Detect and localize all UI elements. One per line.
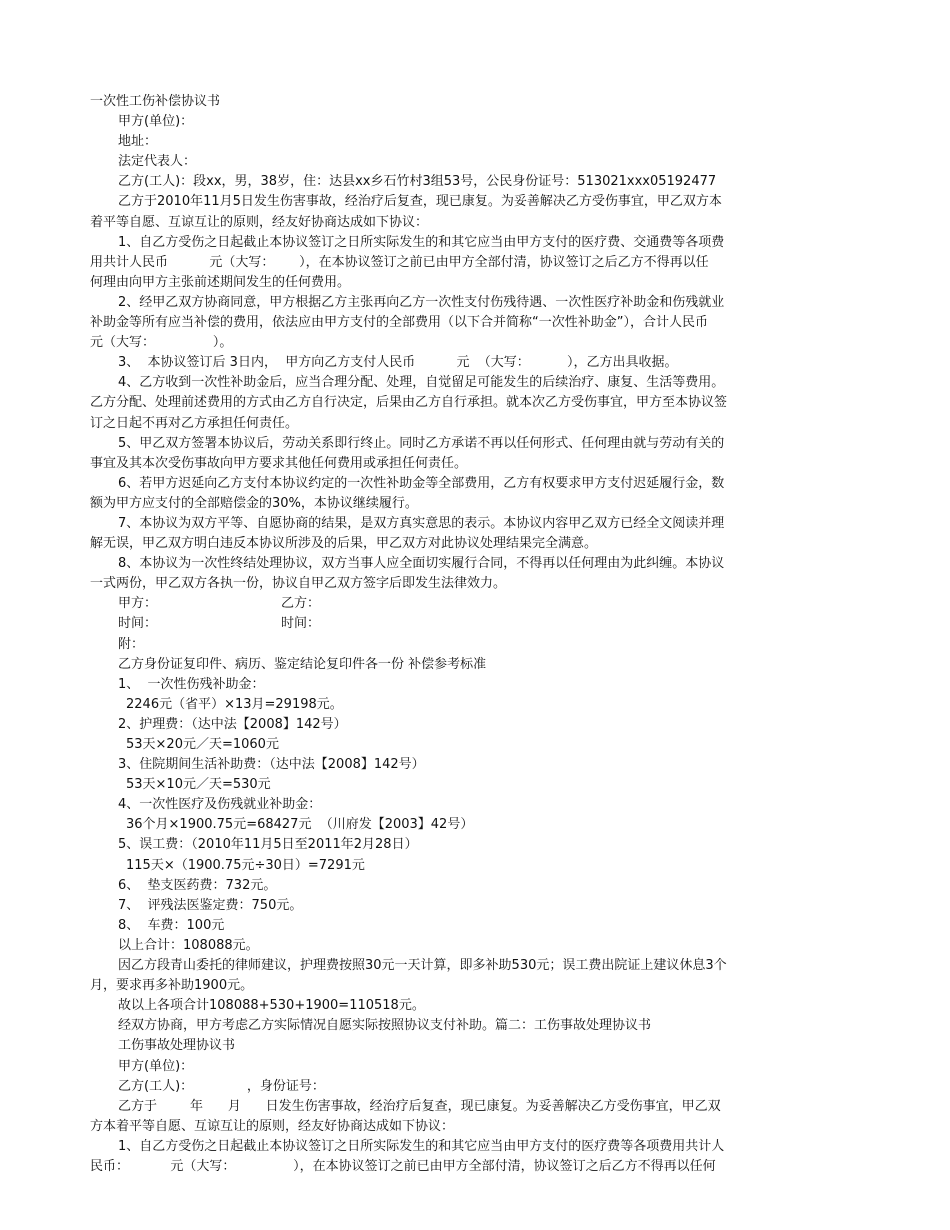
text-line: 补助金等所有应当补偿的费用，依法应由甲方支付的全部费用（以下合并简称“一次性补助金”），合计人民币 bbox=[90, 315, 708, 331]
text-line: 5、误工费：（2010年11月5日至2011年2月28日） bbox=[118, 837, 418, 853]
text-line: 乙方分配、处理前述费用的方式由乙方自行决定，后果由乙方自行承担。就本次乙方受伤事宜，甲方至本协议签 bbox=[90, 395, 728, 411]
text-line: 事宜及其本次受伤事故向甲方要求其他任何费用或承担任何责任。 bbox=[90, 455, 468, 471]
text-line: 53天×10元／天=530元 bbox=[126, 777, 271, 793]
text-line: 7、 评残法医鉴定费：750元。 bbox=[118, 897, 303, 913]
text-line: 一式两份，甲乙双方各执一份，协议自甲乙双方签字后即发生法律效力。 bbox=[90, 576, 507, 592]
text-line: 6、若甲方迟延向乙方支付本协议约定的一次性补助金等全部费用，乙方有权要求甲方支付迟延履行金，数 bbox=[118, 475, 725, 491]
text-line: 2、经甲乙双方协商同意，甲方根据乙方主张再向乙方一次性支付伤残待遇、一次性医疗补助金和伤残就业 bbox=[118, 294, 725, 310]
text-line: 2、护理费：（达中法【2008】142号） bbox=[118, 716, 347, 732]
text-line: 甲方(单位)： bbox=[118, 114, 194, 130]
text-line: 6、 垫支医药费：732元。 bbox=[118, 877, 277, 893]
text-line: 1、自乙方受伤之日起截止本协议签订之日所实际发生的和其它应当由甲方支付的医疗费等各项费用共计人 bbox=[118, 1138, 725, 1154]
text-line: 甲方： 乙方： bbox=[118, 596, 320, 612]
text-line: 4、一次性医疗及伤残就业补助金： bbox=[118, 797, 322, 813]
text-line: 5、甲乙双方签署本协议后，劳动关系即行终止。同时乙方承诺不再以任何形式、任何理由就与劳动有关的 bbox=[118, 435, 725, 451]
text-line: 地址： bbox=[118, 134, 158, 150]
text-line: 1、 一次性伤残补助金： bbox=[118, 676, 265, 692]
text-line: 4、乙方收到一次性补助金后，应当合理分配、处理，自觉留足可能发生的后续治疗、康复、生活等费用。 bbox=[118, 375, 725, 391]
text-line: 因乙方段青山委托的律师建议，护理费按照30元一天计算，即多补助530元；误工费出院证上建议休息3个 bbox=[118, 958, 727, 974]
text-line: 2246元（省平）×13月=29198元。 bbox=[126, 696, 343, 712]
text-line: 8、 车费：100元 bbox=[118, 917, 225, 933]
text-line: 乙方(工人)： ，身份证号： bbox=[118, 1078, 325, 1094]
text-line: 8、本协议为一次性终结处理协议，双方当事人应全面切实履行合同，不得再以任何理由为此纠缠。本协议 bbox=[118, 556, 725, 572]
text-line: 订之日起不再对乙方承担任何责任。 bbox=[90, 415, 299, 431]
text-line: 乙方(工人)：段xx，男，38岁，住：达县xx乡石竹村3组53号，公民身份证号：513021xxx05192477 bbox=[118, 174, 717, 190]
text-line: 乙方于2010年11月5日发生伤害事故，经治疗后复查，现已康复。为妥善解决乙方受伤事宜，甲乙双方本 bbox=[118, 194, 722, 210]
text-line: 额为甲方应支付的全部赔偿金的30%，本协议继续履行。 bbox=[90, 495, 418, 511]
text-line: 乙方于 年 月 日发生伤害事故，经治疗后复查，现已康复。为妥善解决乙方受伤事宜，甲乙双 bbox=[118, 1098, 721, 1114]
text-line: 故以上各项合计108088+530+1900=110518元。 bbox=[118, 998, 425, 1014]
text-line: 方本着平等自愿、互谅互让的原则，经友好协商达成如下协议： bbox=[90, 1118, 455, 1134]
text-line: 法定代表人： bbox=[118, 154, 197, 170]
text-line: 1、自乙方受伤之日起截止本协议签订之日所实际发生的和其它应当由甲方支付的医疗费、交通费等各项费 bbox=[118, 234, 725, 250]
text-line: 着平等自愿、互谅互让的原则，经友好协商达成如下协议： bbox=[90, 214, 429, 230]
text-line: 36个月×1900.75元=68427元 （川府发【2003】42号） bbox=[126, 817, 474, 833]
text-line: 工伤事故处理协议书 bbox=[118, 1038, 236, 1054]
text-line: 附： bbox=[118, 636, 145, 652]
text-line: 民币： 元（大写： ），在本协议签订之前已由甲方全部付清，协议签订之后乙方不得再以任何 bbox=[90, 1158, 716, 1174]
document-title: 一次性工伤补偿协议书 bbox=[90, 94, 221, 109]
text-line: 3、住院期间生活补助费：（达中法【2008】142号） bbox=[118, 757, 425, 773]
text-line: 甲方(单位)： bbox=[118, 1058, 194, 1074]
text-line: 月，要求再多补助1900元。 bbox=[90, 978, 254, 994]
text-line: 时间： 时间： bbox=[118, 616, 320, 632]
text-line: 经双方协商，甲方考虑乙方实际情况自愿实际按照协议支付补助。篇二：工伤事故处理协议书 bbox=[118, 1018, 652, 1034]
text-line: 用共计人民币 元（大写： ），在本协议签订之前已由甲方全部付清，协议签订之后乙方不得再以任 bbox=[90, 254, 709, 270]
text-line: 115天×（1900.75元÷30日）=7291元 bbox=[126, 857, 365, 873]
text-line: 3、 本协议签订后 3日内， 甲方向乙方支付人民币 元 （大写： ），乙方出具收据。 bbox=[118, 355, 678, 371]
text-line: 以上合计：108088元。 bbox=[118, 937, 259, 953]
text-line: 解无误，甲乙双方明白违反本协议所涉及的后果，甲乙双方对此协议处理结果完全满意。 bbox=[90, 536, 598, 552]
text-line: 53天×20元／天=1060元 bbox=[126, 737, 279, 752]
text-line: 7、本协议为双方平等、自愿协商的结果，是双方真实意思的表示。本协议内容甲乙双方已经全文阅读并理 bbox=[118, 515, 725, 531]
text-line: 元（大写： ）。 bbox=[90, 335, 233, 351]
text-line: 何理由向甲方主张前述期间发生的任何费用。 bbox=[90, 274, 351, 290]
text-line: 乙方身份证复印件、病历、鉴定结论复印件各一份 补偿参考标准 bbox=[118, 656, 487, 672]
